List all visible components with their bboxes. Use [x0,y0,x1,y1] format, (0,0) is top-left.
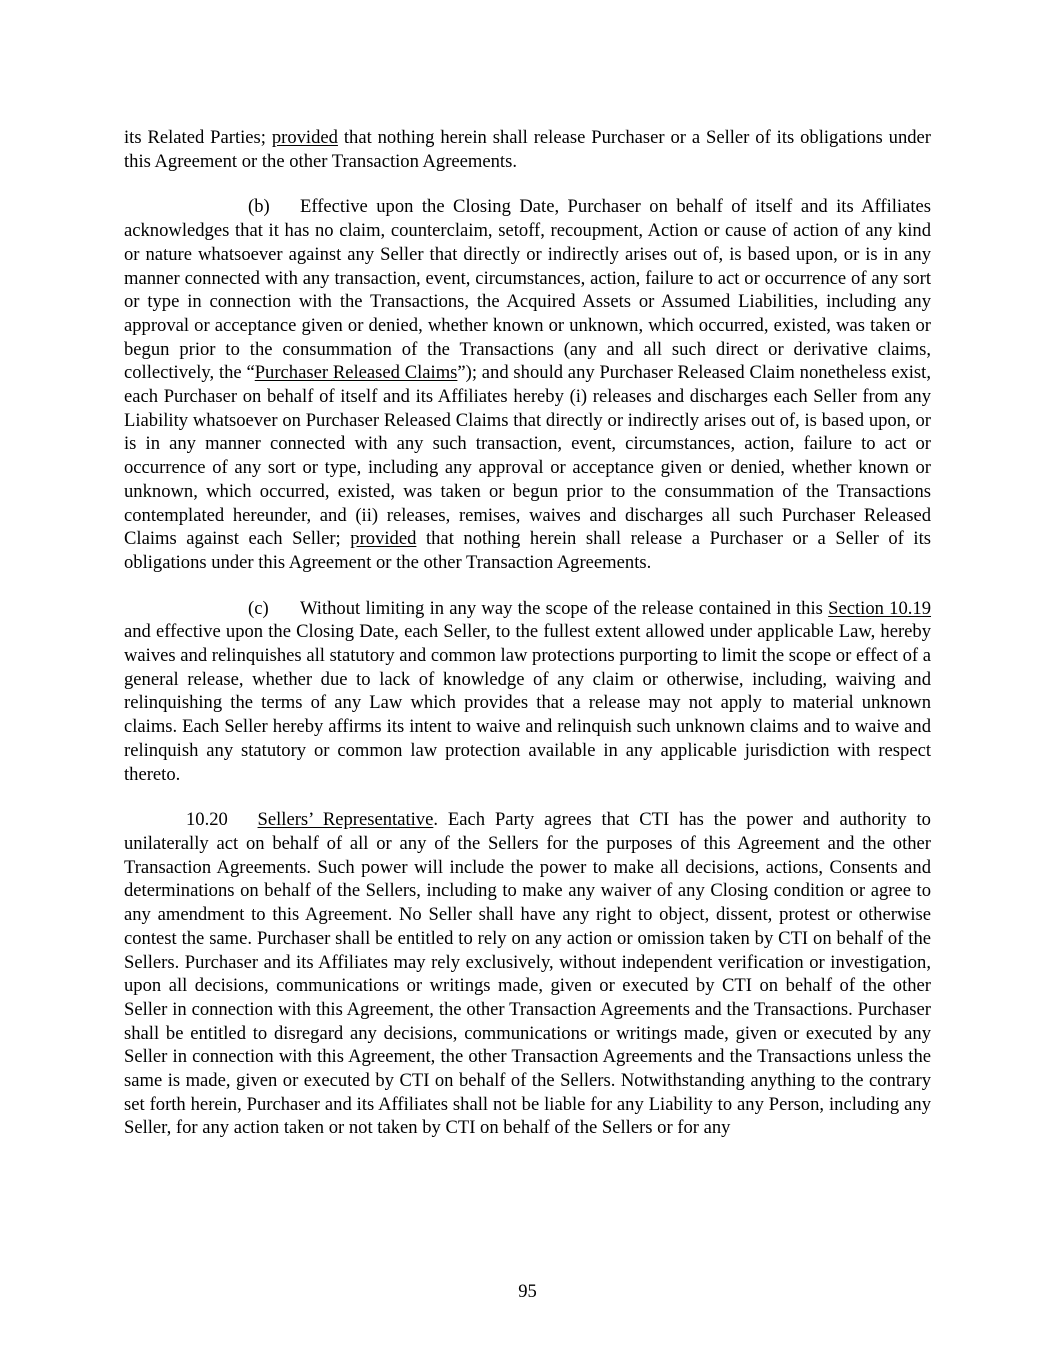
defined-term-purchaser-released-claims: Purchaser Released Claims [254,362,458,384]
clause-label-c: (c) [248,597,269,619]
clause-label-b: (b) [248,196,270,218]
provided-term: provided [350,528,417,550]
section-number: 10.20 [186,809,228,831]
section-10-20-sellers-representative: 10.20 Sellers’ Representative. Each Party agrees that CTI has the power and authority to unilaterally act on behalf of all or any of the Sellers for the purposes of this Agreement and the other Transaction Agreements. Such power will include the power to make all decisions, actions, Consents and determinations on behalf of the Sellers, including to make any waiver of any Closing condition or agree to any amendment to this Agreement. No Seller shall have any right to object, dissent, protest or otherwise contest the same. Purchaser shall be entitled to rely on any action or omission taken by CTI on behalf of the Sellers. Purchaser and its Affiliates may rely exclusively, without independent verification or investigation, upon all decisions, communications or writings made, given or executed by CTI on behalf of the other Seller in connection with this Agreement, the other Transaction Agreements and the Transactions. Purchaser shall be entitled to disregard any decisions, communications or writings made, given or executed by any Seller in connection with this Agreement, the other Transaction Agreements and the Transactions unless the same is made, given or executed by CTI on behalf of the Sellers. Notwithstanding anything to the contrary set forth herein, Purchaser and its Affiliates shall not be liable for any Liability to any Person, including any Seller, for any action taken or not taken by CTI on behalf of the Sellers or for any [124,809,931,1139]
provided-term: provided [271,127,338,148]
paragraph-b-purchaser-release: (b) Effective upon the Closing Date, Purchaser on behalf of itself and its Affiliates acknowledges that it has no claim, counterclaim, setoff, recoupment, Action or cause of action of any kind or nature whatsoever against any Seller that directly or indirectly arises out of, is based upon, or is in any manner connected with any transaction, event, circumstances, action, failure to act or occurrence of any sort or type in connection with the Transactions, the Acquired Assets or Assumed Liabilities, including any approval or acceptance given or denied, whether known or unknown, which occurred, existed, was taken or begun prior to the consummation of the Transactions (any and all such direct or derivative claims, collectively, the “Purchaser Released Claims”); and should any Purchaser Released Claim nonetheless exist, each Purchaser on behalf of itself and its Affiliates hereby (i) releases and discharges each Seller from any Liability whatsoever on Purchaser Released Claims that directly or indirectly arises out of, is based upon, or is in any manner connected with any such transaction, event, circumstances, action, failure to act or occurrence of any sort or type, including any approval or acceptance given or denied, whether known or unknown, which occurred, existed, was taken or begun prior to the consummation of the Transactions contemplated hereunder, and (ii) releases, remises, waives and discharges all such Purchaser Released Claims against each Seller; provided that nothing herein shall release a Purchaser or a Seller of its obligations under this Agreement or the other Transaction Agreements. [124,196,931,573]
section-reference: Section 10.19 [828,597,932,619]
paragraph-c-waiver: (c) Without limiting in any way the scope of the release contained in this Section 10.19 and effective upon the Closing Date, each Seller, to the fullest extent allowed under applicable Law, hereby waives and relinquishes all statutory and common law protections purporting to limit the scope or effect of a general release, whether due to lack of knowledge of any claim or otherwise, including, waiving and relinquishing the terms of any Law which provides that a release may not apply to material unknown claims. Each Seller hereby affirms its intent to waive and relinquish such unknown claims and to waive and relinquish any statutory or common law protection available in any applicable jurisdiction with respect thereto. [124,597,932,785]
document-page-body [124,126,931,1140]
section-heading: Sellers’ Representative [257,809,434,831]
page-number: 95 [518,1281,537,1302]
paragraph-release-continuation: its Related Parties; provided that nothing herein shall release Purchaser or a Seller of its obligations under this Agreement or the other Transaction Agreements. [124,127,932,172]
